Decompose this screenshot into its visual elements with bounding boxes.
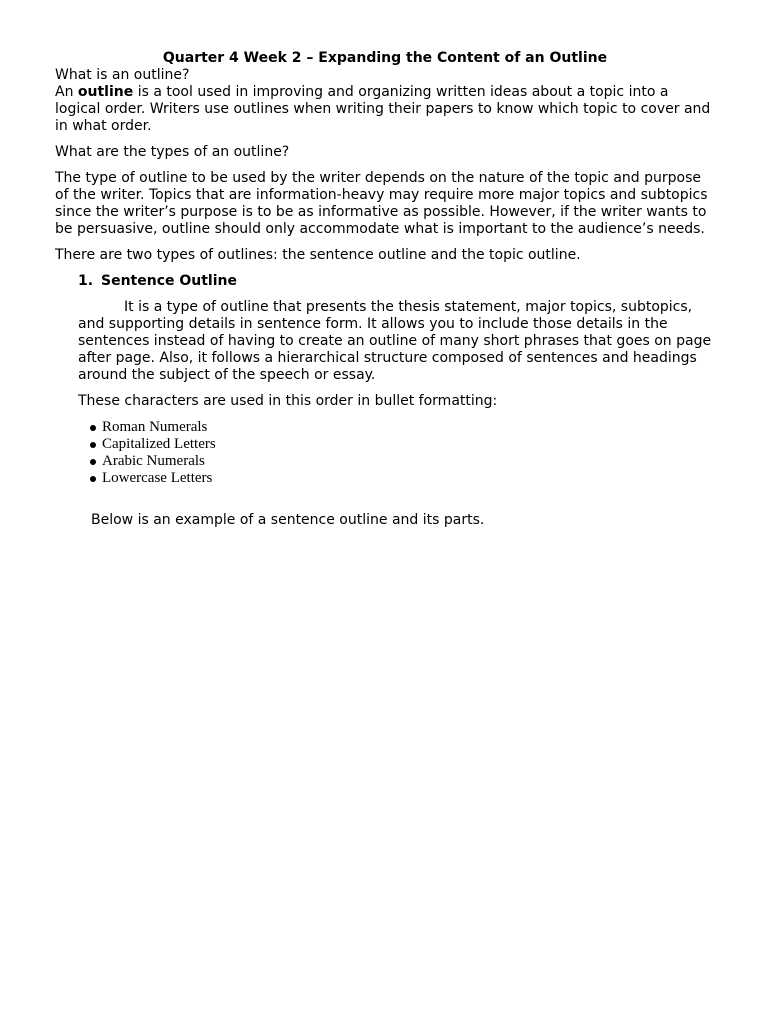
list-item-text: Roman Numerals — [102, 419, 208, 435]
question-types-of-outline: What are the types of an outline? — [55, 144, 290, 160]
bullet-icon — [90, 476, 96, 482]
bullet-icon — [90, 425, 96, 431]
document-page — [55, 50, 715, 529]
list-item-text: Arabic Numerals — [102, 453, 205, 469]
outline-definition — [55, 84, 715, 135]
sentence-outline-description: It is a type of outline that presents the thesis statement, major topics, subtopics, and supporting details in sentence form. It allows you to include those details in the sentences instead of having to create an outline of many short phrases that goes on page after page. Also, it follows a hierarchical structure composed of sentences and headings around the subject of the speech or essay. — [78, 299, 712, 383]
list-item — [90, 453, 715, 470]
definition-prefix: An — [55, 84, 78, 100]
two-types-statement: There are two types of outlines: the sentence outline and the topic outline. — [55, 247, 581, 263]
section-heading-text: Sentence Outline — [101, 273, 237, 289]
example-intro: Below is an example of a sentence outline and its parts. — [91, 512, 485, 528]
bullet-icon — [90, 459, 96, 465]
list-item-text: Capitalized Letters — [102, 436, 216, 452]
definition-term: outline — [77, 84, 134, 100]
list-item — [90, 436, 715, 453]
characters-intro: These characters are used in this order in bullet formatting: — [78, 393, 498, 409]
section-number: 1. — [78, 273, 94, 289]
section-heading — [78, 273, 715, 290]
types-paragraph: The type of outline to be used by the writer depends on the nature of the topic and purpose of the writer. Topics that are information-heavy may require more major topics and subtopics since the writer’s purpose is to be as informative as possible. However, if the writer wants to be persuasive, outline should only accommodate what is important to the audience’s needs. — [55, 170, 708, 237]
list-item — [90, 419, 715, 436]
bullet-format-list — [78, 419, 715, 487]
document-title: Quarter 4 Week 2 – Expanding the Content of an Outline — [162, 50, 608, 66]
list-item-text: Lowercase Letters — [102, 470, 213, 486]
question-what-is-outline: What is an outline? — [55, 67, 190, 83]
bullet-icon — [90, 442, 96, 448]
definition-text: is a tool used in improving and organizing written ideas about a topic into a logical order. Writers use outlines when writing their papers to know which topic to cover and in what order. — [55, 84, 711, 134]
section-sentence-outline — [78, 273, 715, 487]
list-item — [90, 470, 715, 487]
